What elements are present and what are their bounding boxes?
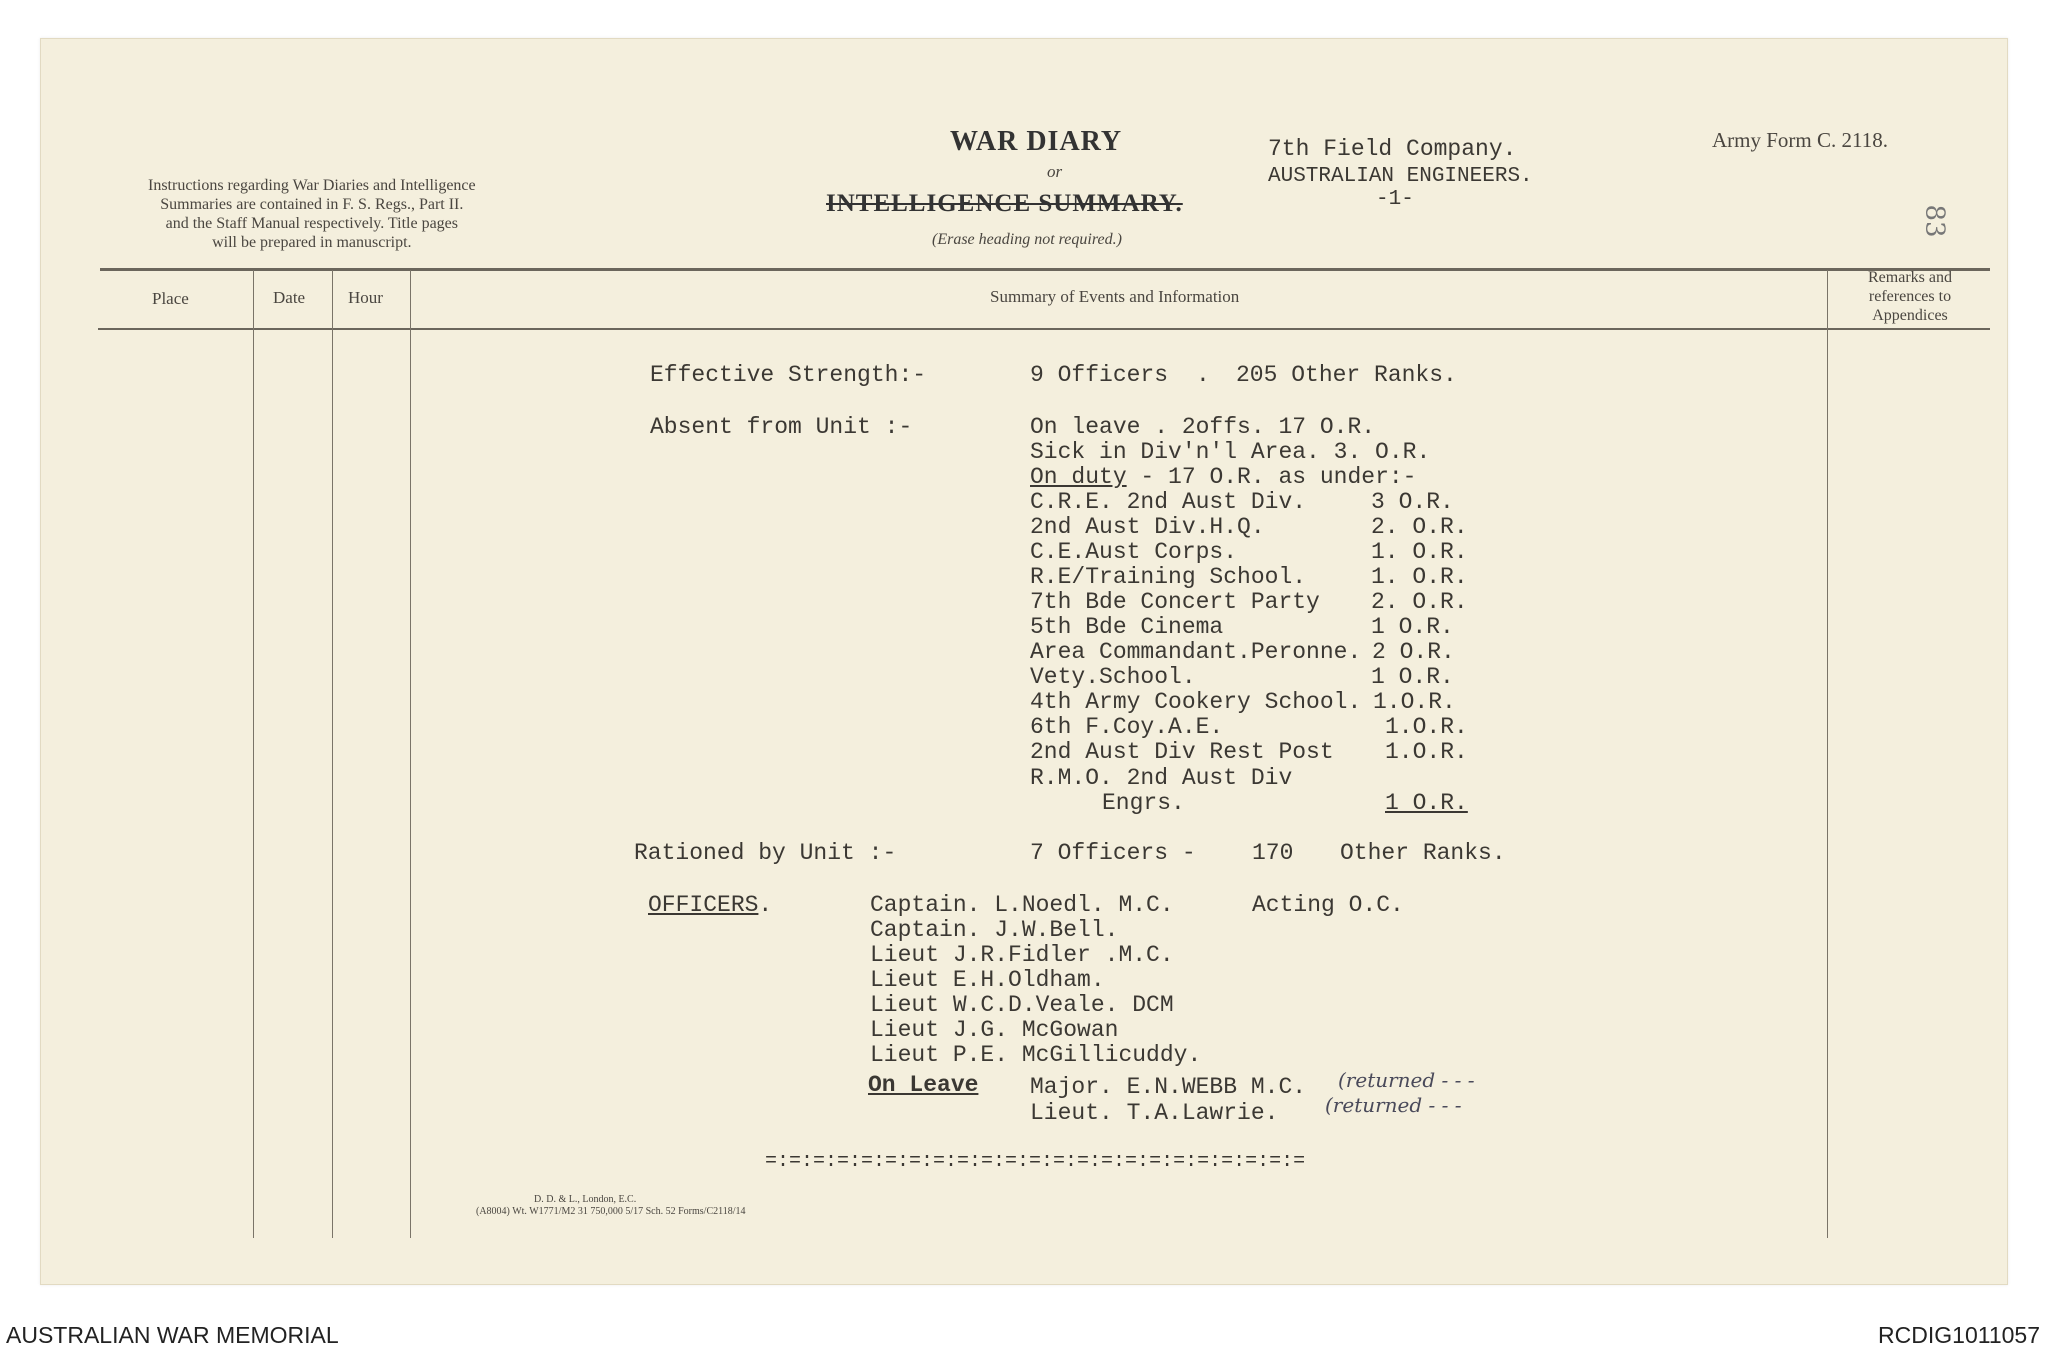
- column-divider: [1827, 270, 1828, 1238]
- duty-count: 1.O.R.: [1385, 714, 1468, 740]
- duty-count: 1.O.R.: [1373, 689, 1456, 715]
- duty-label: On duty: [1030, 464, 1127, 490]
- rationed-number: 170: [1252, 840, 1294, 866]
- duty-count: 2. O.R.: [1371, 589, 1468, 615]
- rationed-officers: 7 Officers -: [1030, 840, 1196, 866]
- column-header-hour: Hour: [348, 288, 383, 307]
- rationed-other: Other Ranks.: [1340, 840, 1506, 866]
- column-divider: [410, 270, 411, 1238]
- officer-entry: Captain. J.W.Bell.: [870, 917, 1119, 943]
- instructions-block: [148, 176, 476, 252]
- duty-count: 2 O.R.: [1372, 639, 1455, 665]
- absent-label: Absent from Unit :-: [650, 414, 913, 440]
- duty-count: 1 O.R.: [1371, 614, 1454, 640]
- officer-entry: Lieut E.H.Oldham.: [870, 967, 1105, 993]
- column-header-date: Date: [273, 288, 306, 307]
- acting-oc: Acting O.C.: [1252, 892, 1404, 918]
- duty-unit: C.R.E. 2nd Aust Div.: [1030, 489, 1307, 515]
- duty-count: 1. O.R.: [1371, 564, 1468, 590]
- column-header-remarks: [1850, 268, 1970, 325]
- header-top-rule: [100, 268, 1990, 271]
- duty-unit: Area Commandant.Peronne.: [1030, 639, 1362, 665]
- duty-count: 3 O.R.: [1371, 489, 1454, 515]
- remarks-line: Appendices: [1872, 307, 1948, 324]
- duty-count: 2. O.R.: [1371, 514, 1468, 540]
- remarks-line: references to: [1868, 288, 1952, 305]
- duty-unit: R.E/Training School.: [1030, 564, 1307, 590]
- on-leave-label: On Leave: [868, 1072, 979, 1098]
- on-leave-officer: Lieut. T.A.Lawrie.: [1030, 1100, 1279, 1126]
- absent-duty: [1030, 464, 1416, 490]
- officer-entry: Lieut P.E. McGillicuddy.: [870, 1042, 1202, 1068]
- remarks-line: Remarks and: [1868, 269, 1952, 286]
- absent-sick: Sick in Div'n'l Area. 3. O.R.: [1030, 439, 1431, 465]
- archive-id: RCDIG1011057: [1878, 1322, 2040, 1348]
- duty-unit: Vety.School.: [1030, 664, 1196, 690]
- instructions-line: and the Staff Manual respectively. Title pages: [165, 215, 459, 232]
- duty-unit: Engrs.: [1102, 790, 1185, 816]
- duty-unit: 5th Bde Cinema: [1030, 614, 1224, 640]
- divider-line: =:=:=:=:=:=:=:=:=:=:=:=:=:=:=:=:=:=:=:=:=:=:=: [765, 1150, 1306, 1173]
- form-number: Army Form C. 2118.: [1712, 128, 1888, 152]
- duty-rest: - 17 O.R. as under:-: [1126, 464, 1417, 490]
- duty-unit: 6th F.Coy.A.E.: [1030, 714, 1224, 740]
- duty-unit: 4th Army Cookery School.: [1030, 689, 1362, 715]
- column-header-summary: Summary of Events and Information: [990, 287, 1240, 306]
- page-number-pencil: 83: [1919, 204, 1950, 238]
- unit-corps: AUSTRALIAN ENGINEERS.: [1268, 165, 1533, 188]
- archive-name: AUSTRALIAN WAR MEMORIAL: [6, 1322, 339, 1348]
- duty-unit: R.M.O. 2nd Aust Div: [1030, 765, 1293, 791]
- unit-page: -1-: [1376, 188, 1414, 211]
- officer-entry: Lieut J.R.Fidler .M.C.: [870, 942, 1174, 968]
- form-title: WAR DIARY: [950, 126, 1123, 157]
- duty-unit: C.E.Aust Corps.: [1030, 539, 1238, 565]
- strength-other: 205 Other Ranks.: [1236, 362, 1457, 388]
- instructions-line: Summaries are contained in F. S. Regs., Part II.: [160, 196, 464, 213]
- handwritten-note: (returned - - -: [1325, 1093, 1462, 1117]
- column-divider: [253, 270, 254, 1238]
- duty-unit: 7th Bde Concert Party: [1030, 589, 1320, 615]
- officers-label: [648, 892, 772, 918]
- duty-count: 1 O.R.: [1371, 664, 1454, 690]
- printer-imprint: [476, 1194, 746, 1218]
- officers-heading: OFFICERS: [648, 892, 759, 918]
- on-leave-officer: Major. E.N.WEBB M.C.: [1030, 1074, 1307, 1100]
- duty-count: 1. O.R.: [1371, 539, 1468, 565]
- header-bottom-rule: [98, 328, 1990, 330]
- rationed-label: Rationed by Unit :-: [634, 840, 897, 866]
- instructions-line: will be prepared in manuscript.: [212, 234, 412, 251]
- strength-officers: 9 Officers: [1030, 362, 1169, 388]
- duty-count: 1.O.R.: [1385, 739, 1468, 765]
- officers-heading-dot: .: [758, 892, 773, 918]
- handwritten-note: (returned - - -: [1338, 1068, 1475, 1092]
- erase-note: (Erase heading not required.): [932, 231, 1122, 248]
- column-divider: [332, 270, 333, 1238]
- printer-line: (A8004) Wt. W1771/M2 31 750,000 5/17 Sch. 52 Forms/C2118/14: [476, 1206, 746, 1217]
- unit-name: 7th Field Company.: [1268, 136, 1517, 162]
- printer-line: D. D. & L., London, E.C.: [534, 1194, 637, 1205]
- officer-entry: Lieut J.G. McGowan: [870, 1017, 1119, 1043]
- duty-unit: 2nd Aust Div Rest Post: [1030, 739, 1334, 765]
- strength-label: Effective Strength:-: [650, 362, 927, 388]
- instructions-line: Instructions regarding War Diaries and Intelligence: [148, 177, 476, 194]
- form-subtitle: INTELLIGENCE SUMMARY.: [826, 190, 1183, 217]
- column-header-place: Place: [152, 289, 189, 308]
- duty-unit: 2nd Aust Div.H.Q.: [1030, 514, 1265, 540]
- officer-entry: Captain. L.Noedl. M.C.: [870, 892, 1174, 918]
- officer-entry: Lieut W.C.D.Veale. DCM: [870, 992, 1174, 1018]
- duty-count: 1 O.R.: [1385, 790, 1468, 816]
- strength-separator: .: [1196, 362, 1210, 388]
- absent-leave: On leave . 2offs. 17 O.R.: [1030, 414, 1376, 440]
- form-or: or: [1047, 162, 1063, 181]
